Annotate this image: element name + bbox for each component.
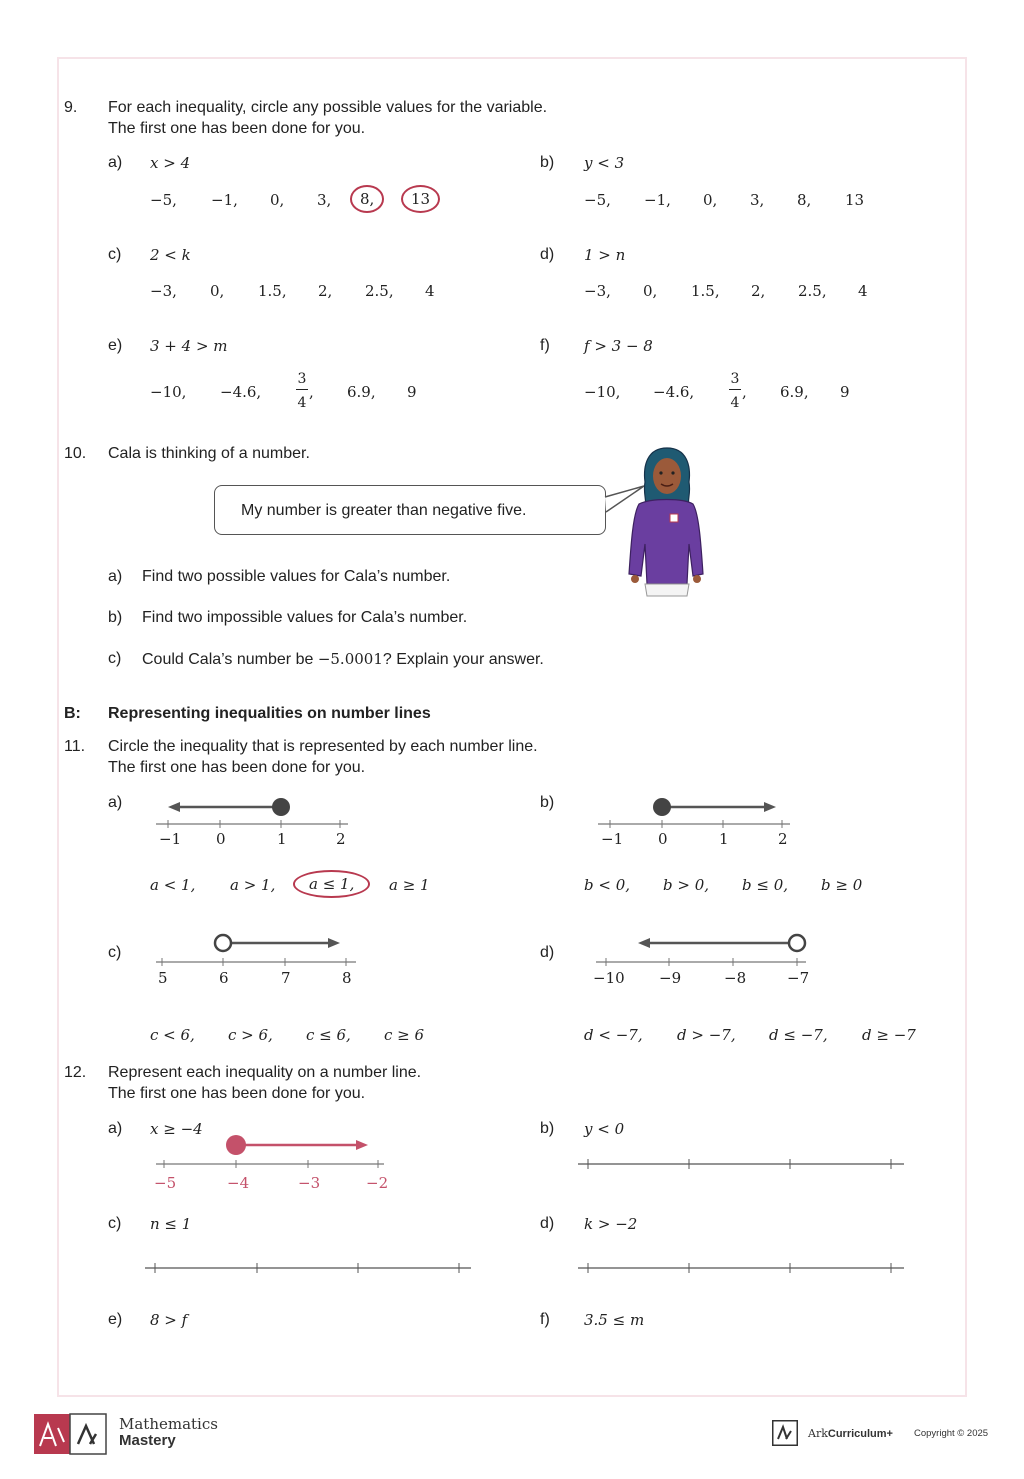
q9f-fraction-denominator[interactable]: 4	[730, 395, 740, 411]
q11c-number-line	[152, 930, 362, 970]
closed-circle	[653, 798, 671, 816]
q9d-value[interactable]: 1.5,	[691, 282, 720, 300]
q11b-number-line	[594, 795, 794, 835]
q10b-text: Find two impossible values for Cala’s number.	[142, 609, 468, 626]
q9f-fraction-numerator[interactable]: 3	[730, 371, 740, 387]
q12-instruction-2: The first one has been done for you.	[108, 1085, 366, 1102]
q10c-label: c)	[108, 650, 122, 667]
open-circle	[789, 935, 805, 951]
q12a-label: a)	[108, 1120, 123, 1137]
q9a-value[interactable]: 0,	[270, 191, 285, 209]
q9a-inequality: x > 4	[150, 154, 191, 172]
q10a-label: a)	[108, 568, 123, 585]
fraction-bar	[729, 389, 741, 390]
q9a-value-circled[interactable]: 13	[401, 185, 440, 213]
q9c-value[interactable]: 2,	[318, 282, 333, 300]
q11d-label: d)	[540, 944, 555, 961]
q9-instruction-2: The first one has been done for you.	[108, 120, 366, 137]
q10c-text	[142, 649, 544, 670]
q12d-inequality: k > −2	[584, 1215, 638, 1233]
q12d-label: d)	[540, 1215, 555, 1232]
q9b-label: b)	[540, 154, 555, 171]
tick-label: 5	[158, 969, 168, 987]
tick-label: −4	[227, 1174, 250, 1192]
tick-label: 8	[342, 969, 352, 987]
q9e-inequality: 3 + 4 > m	[150, 337, 228, 355]
q9d-value[interactable]: 0,	[643, 282, 658, 300]
tick-label: −5	[154, 1174, 177, 1192]
ark-curriculum-logo-icon	[772, 1420, 798, 1446]
q9b-value[interactable]: −1,	[644, 191, 671, 209]
q9a-label: a)	[108, 154, 123, 171]
open-circle	[215, 935, 231, 951]
q12d-blank-number-line[interactable]	[578, 1261, 908, 1275]
q9b-value[interactable]: −5,	[584, 191, 611, 209]
q12a-inequality: x ≥ −4	[150, 1120, 203, 1138]
arrow-head	[764, 802, 776, 812]
tick-label: −2	[366, 1174, 389, 1192]
arrow-head	[638, 938, 650, 948]
tick-label: 1	[719, 830, 729, 848]
q9c-inequality: 2 < k	[150, 246, 191, 264]
q11a-option-circled[interactable]: a ≤ 1,	[293, 870, 370, 898]
q9e-label: e)	[108, 337, 123, 354]
q9a-value[interactable]: −5,	[150, 191, 177, 209]
curriculum-text: Curriculum+	[827, 1428, 893, 1440]
q9d-value[interactable]: −3,	[584, 282, 611, 300]
q9e-value[interactable]: −10,	[150, 383, 187, 401]
q11b-option[interactable]: b > 0,	[663, 876, 710, 894]
q9b-value[interactable]: 0,	[703, 191, 718, 209]
q12c-label: c)	[108, 1215, 122, 1232]
q11b-label: b)	[540, 794, 555, 811]
q9e-value[interactable]: −4.6,	[220, 383, 262, 401]
brand-line-1: Mathematics	[119, 1415, 218, 1433]
q10a-text: Find two possible values for Cala’s number.	[142, 568, 451, 585]
brand-line-2: Mastery	[119, 1432, 176, 1449]
q12-number: 12.	[64, 1064, 87, 1081]
tick-label: 7	[281, 969, 291, 987]
q9f-value[interactable]: −10,	[584, 383, 621, 401]
q9f-comma: ,	[742, 383, 747, 401]
q12b-blank-number-line[interactable]	[578, 1157, 908, 1171]
q9-instruction-1: For each inequality, circle any possible values for the variable.	[108, 99, 548, 116]
q9d-value[interactable]: 2,	[751, 282, 766, 300]
q11-instruction-1: Circle the inequality that is represented by each number line.	[108, 738, 538, 755]
q10b-label: b)	[108, 609, 123, 626]
tick-label: 0	[216, 830, 226, 848]
q11b-option[interactable]: b ≤ 0,	[742, 876, 789, 894]
q9f-value[interactable]: −4.6,	[653, 383, 695, 401]
tick-label: 2	[778, 830, 788, 848]
q9f-value[interactable]: 6.9,	[780, 383, 809, 401]
q11d-option[interactable]: d ≥ −7	[862, 1026, 916, 1044]
q9b-value[interactable]: 8,	[797, 191, 812, 209]
q11a-number-line	[152, 795, 352, 835]
q9e-value[interactable]: 9	[407, 383, 417, 401]
q12e-label: e)	[108, 1311, 123, 1328]
q12-instruction-1: Represent each inequality on a number line.	[108, 1064, 422, 1081]
q9c-value[interactable]: 4	[425, 282, 435, 300]
speech-text: My number is greater than negative five.	[241, 502, 527, 519]
q9e-comma: ,	[309, 383, 314, 401]
tick-label: −7	[787, 969, 810, 987]
q9c-value[interactable]: 1.5,	[258, 282, 287, 300]
q9d-value[interactable]: 4	[858, 282, 868, 300]
q11a-option[interactable]: a ≥ 1	[389, 876, 430, 894]
q9c-value[interactable]: −3,	[150, 282, 177, 300]
q9a-value-circled[interactable]: 8,	[350, 185, 384, 213]
q9d-inequality: 1 > n	[584, 246, 626, 264]
q12b-inequality: y < 0	[584, 1120, 625, 1138]
q9c-label: c)	[108, 246, 122, 263]
mathematics-mastery-logo-icon	[34, 1414, 106, 1454]
q10c-text-pre: Could Cala’s number be	[142, 651, 318, 668]
q9e-fraction-denominator[interactable]: 4	[297, 395, 307, 411]
tick-label: −10	[593, 969, 625, 987]
q11d-option[interactable]: d ≤ −7,	[769, 1026, 828, 1044]
q11c-option[interactable]: c ≥ 6	[384, 1026, 425, 1044]
q11-instruction-2: The first one has been done for you.	[108, 759, 366, 776]
q9c-value[interactable]: 2.5,	[365, 282, 394, 300]
arrow-head	[328, 938, 340, 948]
closed-circle	[226, 1135, 246, 1155]
q11b-option[interactable]: b < 0,	[584, 876, 631, 894]
q9b-value[interactable]: 13	[845, 191, 865, 209]
q11d-option[interactable]: d > −7,	[677, 1026, 736, 1044]
tick-label: −9	[659, 969, 682, 987]
q9b-inequality: y < 3	[584, 154, 625, 172]
q12f-inequality: 3.5 ≤ m	[584, 1311, 645, 1329]
q9f-inequality: f > 3 − 8	[584, 337, 653, 355]
q11c-option[interactable]: c < 6,	[150, 1026, 195, 1044]
q9c-value[interactable]: 0,	[210, 282, 225, 300]
q11d-option[interactable]: d < −7,	[584, 1026, 643, 1044]
ark-curriculum-brand	[808, 1427, 893, 1440]
q9f-value[interactable]: 9	[840, 383, 850, 401]
q9e-value[interactable]: 6.9,	[347, 383, 376, 401]
section-letter: B:	[64, 705, 81, 722]
q11c-label: c)	[108, 944, 122, 961]
q11c-option[interactable]: c ≤ 6,	[306, 1026, 351, 1044]
q11d-number-line	[592, 930, 812, 970]
tick-label: −1	[159, 830, 182, 848]
q11-number: 11.	[64, 738, 86, 755]
q12a-number-line	[152, 1133, 392, 1173]
q9f-label: f)	[540, 337, 550, 354]
q9a-value[interactable]: −1,	[211, 191, 238, 209]
q11a-label: a)	[108, 794, 123, 811]
tick-label: 6	[219, 969, 229, 987]
arrow-head	[168, 802, 180, 812]
arrow-head	[356, 1140, 368, 1150]
q11a-option[interactable]: a > 1,	[230, 876, 276, 894]
tick-label: 2	[336, 830, 346, 848]
q10c-value: −5.0001	[317, 650, 383, 668]
q12c-blank-number-line[interactable]	[145, 1261, 475, 1275]
tick-label: −8	[724, 969, 747, 987]
q9b-value[interactable]: 3,	[750, 191, 765, 209]
q10c-text-post: ? Explain your answer.	[382, 651, 544, 668]
section-title: Representing inequalities on number lines	[108, 705, 431, 722]
closed-circle	[272, 798, 290, 816]
tick-label: 0	[658, 830, 668, 848]
q10-number: 10.	[64, 445, 87, 462]
tick-label: −1	[601, 830, 624, 848]
q9a-value[interactable]: 3,	[317, 191, 332, 209]
q12e-inequality: 8 > f	[150, 1311, 188, 1329]
q12c-inequality: n ≤ 1	[150, 1215, 192, 1233]
q9e-fraction-numerator[interactable]: 3	[297, 371, 307, 387]
q11c-option[interactable]: c > 6,	[228, 1026, 273, 1044]
q12f-label: f)	[540, 1311, 550, 1328]
tick-label: −3	[298, 1174, 321, 1192]
ark-text: Ark	[808, 1427, 828, 1440]
q12b-label: b)	[540, 1120, 555, 1137]
q9d-label: d)	[540, 246, 555, 263]
cala-character-illustration	[625, 444, 705, 604]
q10-intro: Cala is thinking of a number.	[108, 445, 310, 462]
page-frame	[57, 57, 967, 1397]
q9-number: 9.	[64, 99, 78, 116]
q11b-option[interactable]: b ≥ 0	[821, 876, 863, 894]
copyright: Copyright © 2025	[914, 1428, 989, 1439]
q9d-value[interactable]: 2.5,	[798, 282, 827, 300]
tick-label: 1	[277, 830, 287, 848]
fraction-bar	[296, 389, 308, 390]
q11a-option[interactable]: a < 1,	[150, 876, 196, 894]
